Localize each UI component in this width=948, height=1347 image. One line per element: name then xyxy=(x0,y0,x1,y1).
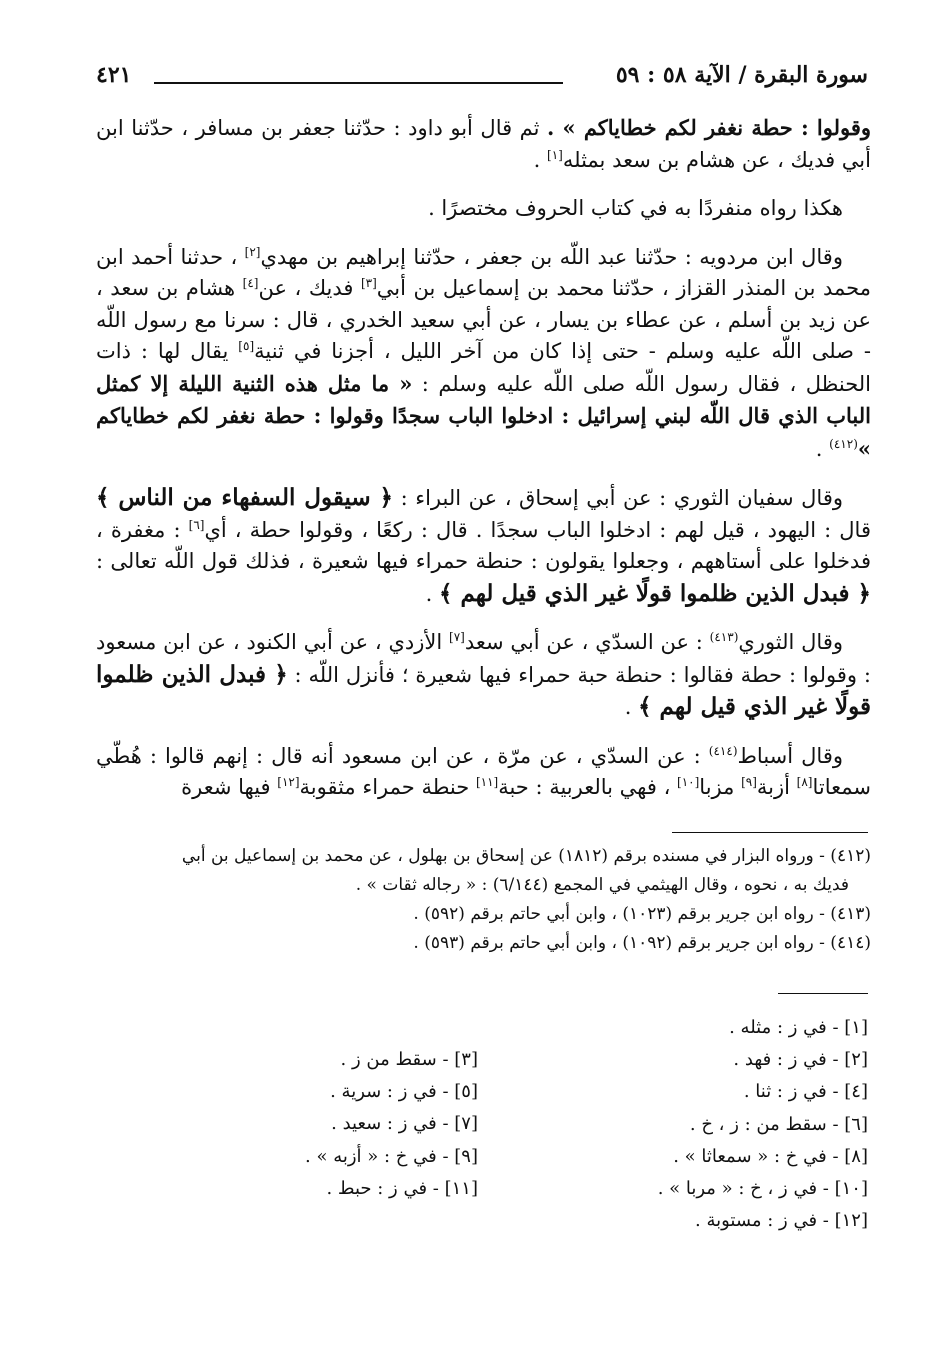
variant-2: [٢] - في ز : فهد . xyxy=(733,1049,868,1071)
variant-9: [٩] - في خ : « أزبه » . xyxy=(305,1145,478,1167)
paragraph-text: . xyxy=(425,581,439,606)
page-number: ٤٢١ xyxy=(96,62,132,88)
variant-marker: [١١] xyxy=(475,775,499,789)
variant-marker: [٢] xyxy=(244,244,261,259)
variant-3: [٣] - سقط من ز . xyxy=(340,1049,478,1070)
variant-4: [٤] - في ز : ثنا . xyxy=(743,1081,868,1103)
footnote-414: (٤١٤) - رواه ابن جرير برقم (١٠٩٢) ، وابن أبي حاتم برقم (٥٩٣) . xyxy=(413,933,871,953)
paragraph-2: هكذا رواه منفردًا به في كتاب الحروف مختصرًا . xyxy=(428,196,843,220)
paragraph-text: الأزدي ، عن أبي الكنود ، عن ابن مسعود : وقولوا : حطة فقالوا : حنطة حبة حمراء فيها شعيرة ؛ فأنزل اللّه : xyxy=(96,630,871,687)
header-rule xyxy=(154,82,563,84)
paragraph-text: فديك ، عن xyxy=(258,276,361,300)
variant-marker: [١٢] xyxy=(277,775,300,789)
paragraph-text: فيها شعرة xyxy=(181,775,278,799)
hadith-quote: « ما مثل هذه الثنية الليلة إلا كمثل الباب الذي قال اللّه لبني إسرائيل : ادخلوا الباب سجدًا وقولوا : حطة نغفر لكم خطاياكم » xyxy=(96,370,871,461)
paragraph-text: وقال أسباط xyxy=(737,743,843,768)
paragraph-3 xyxy=(96,242,871,466)
paragraph-text: هشام بن سعد ، عن زيد بن أسلم ، عن عطاء بن يسار ، عن أبي سعيد الخدري ، قال : سرنا مع رسول اللّه - صلى اللّه عليه وسلم - حتى إذا كان من آخر الليل ، أجزنا في ثنية xyxy=(96,276,871,363)
paragraph-text: أزبة xyxy=(756,775,797,799)
variant-marker: [٤] xyxy=(242,276,259,290)
variant-7: [٧] - في ز : سعيد . xyxy=(331,1113,478,1135)
variant-marker: [٣] xyxy=(360,276,377,290)
footnote-412-continued: فديك به ، نحوه ، وقال الهيثمي في المجمع (٦/١٤٤) : « رجاله ثقات » . xyxy=(355,875,849,895)
paragraph-text: وقال ابن مردويه : حدّثنا عبد اللّه بن جعفر ، حدّثنا إبراهيم بن مهدي xyxy=(260,244,843,269)
paragraph-text: قال : اليهود ، قيل لهم : ادخلوا الباب سجدًا . قال : ركعًا ، وقولوا حطة ، أي xyxy=(204,517,871,542)
paragraph-4 xyxy=(96,482,871,610)
paragraph-text: وقال الثوري xyxy=(738,630,844,654)
variant-marker: [١] xyxy=(547,147,563,162)
paragraph-text: : عن السدّي ، عن مرّة ، عن ابن مسعود أنه قال : إنهم قالوا : هُطّي سمعاتا xyxy=(96,743,871,799)
paragraph-text: ، فهي بالعربية : حبة xyxy=(498,775,678,799)
surah-title: سورة البقرة / الآية ٥٨ : ٥٩ xyxy=(615,62,868,88)
variants-divider xyxy=(778,993,868,994)
variant-8: [٨] - في خ : « سمعاثا » . xyxy=(673,1145,868,1167)
footnote-ref: (٤١٤) xyxy=(708,743,738,758)
variant-marker: [٦] xyxy=(188,517,205,532)
paragraph-6 xyxy=(96,741,871,804)
variants-column-left xyxy=(148,1044,478,1205)
paragraph-text: : عن السدّي ، عن أبي سعد xyxy=(464,630,710,654)
quran-quote: ﴿ فبدل الذين ظلموا قولًا غير الذي قيل لهم ﴾ xyxy=(96,660,871,720)
footnote-412: (٤١٢) - ورواه البزار في مسنده برقم (١٨١٢) عن إسحاق بن بهلول ، عن محمد بن إسماعيل بن أبي xyxy=(181,846,871,866)
footnotes xyxy=(96,842,871,958)
variant-11: [١١] - في ز : حبط . xyxy=(326,1177,478,1199)
variant-1: [١] - في ز : مثله . xyxy=(729,1017,868,1038)
main-text xyxy=(96,112,871,821)
paragraph-text: مزبا xyxy=(699,775,742,799)
footnote-ref: (٤١٢) xyxy=(829,436,858,451)
running-header xyxy=(96,62,868,98)
paragraph-text: حنطة حمراء مثقوبة xyxy=(299,775,476,799)
variant-marker: [٧] xyxy=(449,630,465,644)
footnote-413: (٤١٣) - رواه ابن جرير برقم (١٠٢٣) ، وابن أبي حاتم برقم (٥٩٢) . xyxy=(413,904,871,924)
paragraph-text: . xyxy=(815,436,830,461)
variant-6: [٦] - سقط من : ز ، خ . xyxy=(689,1113,868,1135)
variant-marker: [٨] xyxy=(796,775,813,789)
paragraph-text: . xyxy=(624,695,639,719)
paragraph-text: ، حدثنا أحمد ابن محمد بن المنذر القزاز ، حدّثنا محمد بن إسماعيل بن أبي xyxy=(96,244,871,300)
paragraph-1 xyxy=(96,112,871,176)
variant-5: [٥] - في ز : سرية . xyxy=(330,1081,478,1103)
quran-quote: ﴿ سيقول السفهاء من الناس ﴾ xyxy=(96,484,394,511)
quoted-phrase: وقولوا : حطة نغفر لكم خطاياكم » . xyxy=(547,115,871,140)
variant-marker: [١٠] xyxy=(677,775,700,789)
variants-column-right xyxy=(538,1012,868,1237)
quran-quote: ﴿ فبدل الذين ظلموا قولًا غير الذي قيل لهم ﴾ xyxy=(438,579,871,607)
variant-10: [١٠] - في ز ، خ : « مربا » . xyxy=(657,1178,868,1200)
paragraph-text: يقال لها : ذات الحنظل ، فقال رسول اللّه صلى اللّه عليه وسلم : xyxy=(96,339,871,396)
variant-marker: [٩] xyxy=(741,775,757,789)
paragraph-text: . xyxy=(533,147,548,172)
paragraph-text: وقال سفيان الثوري : عن أبي إسحاق ، عن البراء : xyxy=(393,486,844,510)
footnote-ref: (٤١٣) xyxy=(709,630,739,644)
paragraph-text: ثم قال أبو داود : حدّثنا جعفر بن مسافر ، حدّثنا ابن أبي فديك ، عن هشام بن سعد بمثله xyxy=(96,116,871,172)
paragraph-5 xyxy=(96,627,871,724)
paragraph-text: : مغفرة ، فدخلوا على أستاههم ، وجعلوا يقولون : حنطة حمراء فيها شعيرة ، فذلك قول اللّه تعالى : xyxy=(96,517,871,573)
variant-marker: [٥] xyxy=(238,339,255,353)
footnote-divider xyxy=(672,832,868,833)
variant-12: [١٢] - في ز : مستوبة . xyxy=(695,1210,868,1232)
